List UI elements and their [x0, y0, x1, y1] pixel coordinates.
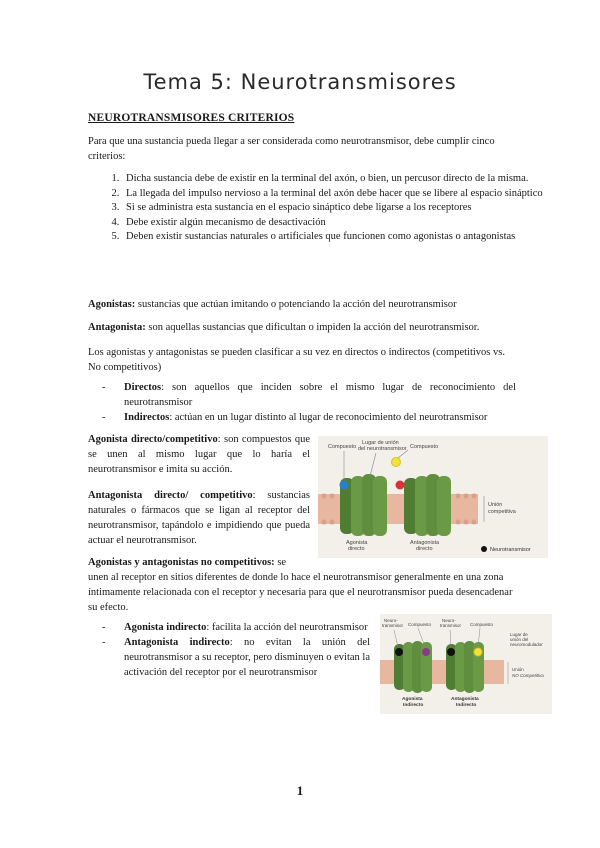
agonistas-term: Agonistas:	[88, 299, 136, 310]
label-lugar-2: del neurotransmisor	[358, 446, 407, 452]
neurotransmitter-dot-right	[447, 648, 455, 656]
label-agonista: Agonista	[346, 540, 368, 546]
compound-red-dot	[396, 481, 405, 490]
type-text: : actúan en un lugar distinto al lugar de reconocimiento del neurotransmisor	[169, 412, 488, 423]
classification-paragraph: Los agonistas y antagonistas se pueden clasificar a su vez en directos o indirectos (competitivos vs. No competitivos)	[88, 347, 505, 373]
label-lugar-3: neuromodulador	[510, 642, 543, 647]
label-neuro-mid-2: transmisor	[440, 623, 462, 628]
label-antagonista-2: Indirecto	[456, 703, 477, 708]
page-number: 1	[296, 783, 304, 798]
type-item-directos: - Directos: son aquellos que inciden sobre el mismo lugar de reconocimiento del neurotransmisor	[102, 382, 516, 408]
label-union-2: NO Competitiva	[512, 673, 544, 678]
indirect-item-antagonista: - Antagonista indirecto: no evitan la unión del neurotransmisor a su receptor, pero disminuyen o evitan la activación del receptor por el neurotransmisor	[102, 637, 370, 678]
agonista-directo-term: Agonista directo/competitivo	[88, 434, 218, 445]
label-neuro-left-2: transmisor	[382, 623, 404, 628]
indirect-text: : facilita la acción del neurotransmisor	[206, 622, 368, 633]
label-agonista-2: directo	[348, 546, 365, 552]
type-term: Directos	[124, 382, 162, 393]
label-compuesto-right: Compuesto	[470, 622, 494, 627]
label-compuesto-left: Compuesto	[328, 444, 357, 450]
label-antagonista: Antagonista	[410, 540, 440, 546]
compound-blue-dot	[340, 481, 349, 490]
label-agonista: Agonista	[402, 697, 423, 702]
label-neuro-mid: Neuro-	[442, 618, 456, 623]
legend-label: Neurotransmisor	[490, 547, 531, 553]
type-term: Indirectos	[124, 412, 170, 423]
criteria-item: 1. Dicha sustancia debe de existir en la terminal del axón, o bien, un percusor directo de la misma.	[122, 172, 550, 187]
label-agonista-2: Indirecto	[403, 703, 424, 708]
agonista-directo-paragraph	[88, 432, 310, 477]
indirect-text: : no evitan la unión del neurotransmisor a su receptor, pero disminuyen o evitan la activación del receptor por el neurotransmisor	[124, 637, 370, 678]
types-list	[88, 380, 516, 425]
antagonista-text: son aquellas sustancias que dificultan o impiden la acción del neurotransmisor.	[145, 322, 480, 333]
no-competitivos-term: Agonistas y antagonistas no competitivos:	[88, 557, 275, 568]
criteria-item: 3. Si se administra esta sustancia en el espacio sináptico debe ligarse a los receptores	[122, 201, 550, 216]
label-lugar: Lugar de	[510, 632, 528, 637]
antagonista-term: Antagonista:	[88, 322, 146, 333]
noncompetitive-binding-figure	[380, 614, 552, 714]
section-heading: NEUROTRANSMISORES CRITERIOS	[88, 112, 295, 124]
no-competitivos-text-first: se	[274, 557, 287, 568]
compound-purple-dot	[422, 648, 430, 656]
agonistas-definition	[88, 297, 516, 312]
receptor-right	[404, 474, 451, 536]
criteria-item: 4. Debe existir algún mecanismo de desactivación	[122, 216, 550, 231]
type-text: : son aquellos que inciden sobre el mismo lugar de reconocimiento del neurotransmisor	[124, 382, 516, 408]
compound-yellow-dot	[392, 458, 401, 467]
label-lugar-2: unión del	[510, 637, 529, 642]
label-lugar: Lugar de unión	[362, 440, 399, 446]
label-antagonista-2: directo	[416, 546, 433, 552]
label-union: Unión	[512, 667, 524, 672]
indirect-types-list	[88, 620, 370, 680]
type-item-indirectos: - Indirectos: actúan en un lugar distinto al lugar de reconocimiento del neurotransmisor	[102, 412, 488, 423]
agonistas-text: sustancias que actúan imitando o potenciando la acción del neurotransmisor	[135, 299, 457, 310]
indirect-term: Antagonista indirecto	[124, 637, 230, 648]
agonista-directo-text: : son compuestos que se unen al mismo lugar que lo haría el neurotransmisor e imita su acción.	[88, 434, 310, 475]
label-compuesto-left: Compuesto	[408, 622, 432, 627]
criteria-item: 2. La llegada del impulso nervioso a la terminal del axón debe hacer que se libere al espacio sináptico	[122, 187, 550, 202]
neurotransmitter-dot-left	[395, 648, 403, 656]
no-competitivos-paragraph: unen al receptor en sitios diferentes de donde lo hace el neurotransmisor generalmente en una zona íntimamente relacionada con el receptor y necesaria para que el neurotransmisor pueda desencadenar su efecto.	[88, 572, 513, 613]
criteria-list	[88, 172, 550, 245]
antagonista-definition	[88, 320, 516, 335]
label-antagonista: Antagonista	[451, 697, 479, 702]
no-competitivos-heading	[88, 555, 320, 570]
competitive-binding-figure	[318, 436, 548, 558]
antagonista-directo-text: : sustancias naturales o fármacos que se ligan al receptor del neurotransmisor, tapándolo e impidiendo que pueda actuar el neurotransmisor.	[88, 490, 310, 546]
indirect-term: Agonista indirecto	[124, 622, 207, 633]
intro-paragraph: Para que una sustancia pueda llegar a ser considerada como neurotransmisor, debe cumplir cinco criterios:	[88, 136, 495, 162]
label-compuesto-right: Compuesto	[410, 444, 439, 450]
page-title: Tema 5: Neurotransmisores	[143, 70, 457, 94]
label-union-2: competitiva	[488, 509, 516, 515]
legend-dot	[481, 546, 487, 552]
compound-yellow-dot	[474, 648, 482, 656]
antagonista-directo-paragraph	[88, 488, 310, 548]
label-neuro-left: Neuro-	[384, 618, 398, 623]
criteria-item: 5. Deben existir sustancias naturales o artificiales que funcionen como agonistas o antagonistas	[122, 230, 550, 245]
antagonista-directo-term: Antagonista directo/ competitivo	[88, 490, 253, 501]
indirect-item-agonista: - Agonista indirecto: facilita la acción del neurotransmisor	[102, 622, 368, 633]
label-union: Unión	[488, 502, 503, 508]
